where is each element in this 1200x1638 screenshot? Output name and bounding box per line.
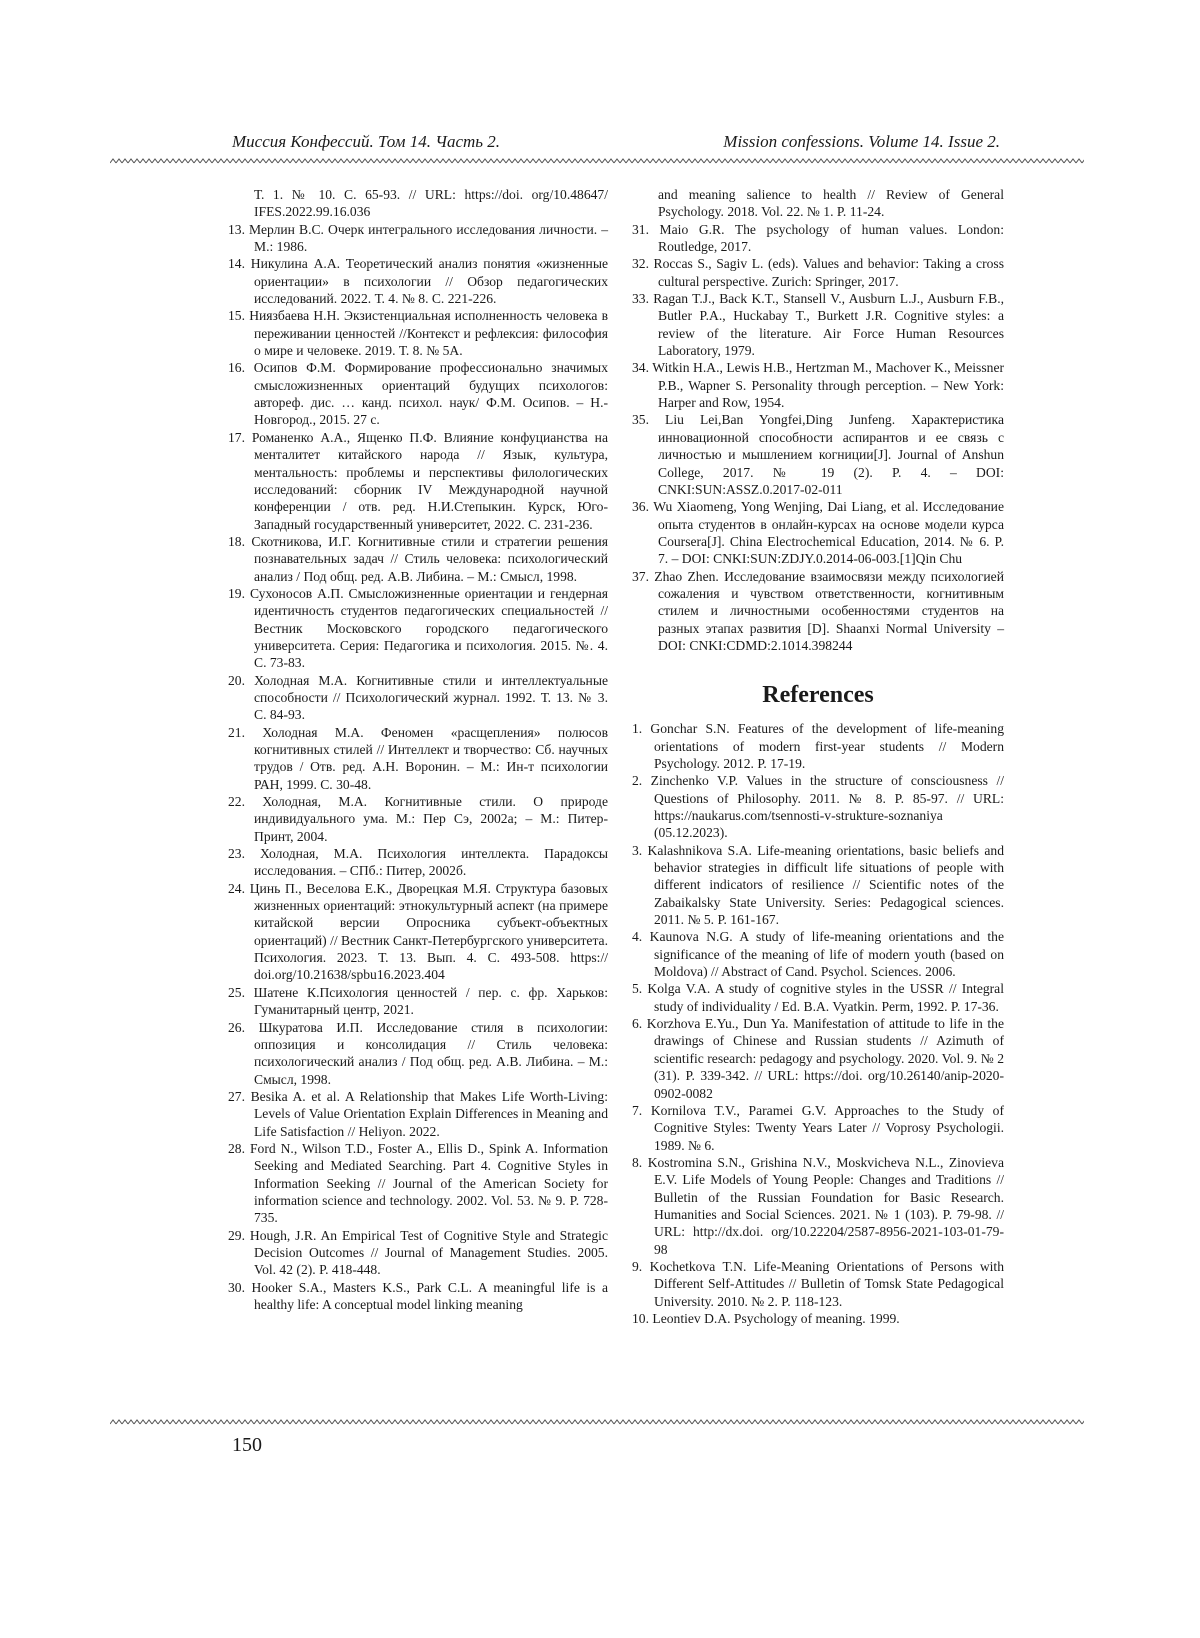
left-continuation-text: Т. 1. № 10. С. 65-93. // URL: https://doi. org/10.48647/ IFES.2022.99.16.036 (254, 187, 608, 220)
reference-item-25: 25. Шатене К.Психология ценностей / пер. с. фр. Харьков: Гуманитарный центр, 2021. (228, 984, 608, 1018)
right-continuation-text: and meaning salience to health // Review of General Psychology. 2018. Vol. 22. № 1. P. 11-24. (658, 187, 1004, 220)
reference-item-33: 33. Ragan T.J., Back K.T., Stansell V., Ausburn L.J., Ausburn F.B., Butler P.A., Huckabay T., Burkett J.R. Cognitive styles: a review of the literature. Air Force Human Resources Laboratory, 1979. (632, 291, 1004, 359)
reference-item-18: 18. Скотникова, И.Г. Когнитивные стили и стратегии решения познавательных задач // Стиль человека: психологический анализ / Под общ. ред. А.В. Либина. – М.: Смысл, 1998. (228, 533, 608, 584)
english-reference-2: 2. Zinchenko V.P. Values in the structure of consciousness // Questions of Philosophy. 2011. № 8. P. 85-97. // URL: https://naukarus.com/tsennosti-v-strukture-soznaniya (05.12.2023). (632, 773, 1004, 841)
reference-item-36: 36. Wu Xiaomeng, Yong Wenjing, Dai Liang, et al. Исследование опыта студентов в онлайн-курсах на основе модели курса Coursera[J]. China Electrochemical Education, 2014. № 6. P. 7. – DOI: CNKI:SUN:ZDJY.0.2014-06-003.[1]Qin Chu (632, 499, 1004, 567)
english-reference-1: 1. Gonchar S.N. Features of the development of life-meaning orientations of modern first-year students // Modern Psychology. 2012. P. 17-19. (632, 721, 1004, 771)
english-reference-8: 8. Kostromina S.N., Grishina N.V., Moskvicheva N.L., Zinovieva E.V. Life Models of Young People: Changes and Traditions // Bulletin of the Russian Foundation for Basic Research. Humanities and Social Sciences. 2021. № 1 (103). P. 79-98. // URL: http://dx.doi. org/10.22204/2587-8956-2021-103-01-79-98 (632, 1154, 1004, 1257)
reference-item-19: 19. Сухоносов А.П. Смысложизненные ориентации и гендерная идентичность студентов педагогических специальностей //Вестник Московского городского педагогического университета. Серия: Педагогика и психология. 2015. №. 4. С. 73-83. (228, 585, 608, 671)
reference-item-35: 35. Liu Lei,Ban Yongfei,Ding Junfeng. Характеристика инновационной способности аспирантов и ее связь с личностью и мышлением когниции[J]. Journal of Anshun College, 2017. № 19 (2). P. 4. – DOI: CNKI:SUN:ASSZ.0.2017-02-011 (632, 412, 1004, 497)
reference-item-22: 22. Холодная, М.А. Когнитивные стили. О природе индивидуального ума. М.: Пер Сэ, 2002а; – М.: Питер-Принт, 2004. (228, 794, 608, 844)
reference-item-20: 20. Холодная М.А. Когнитивные стили и интеллектуальные способности // Психологический журнал. 1992. Т. 13. № 3. С. 84-93. (228, 672, 608, 723)
reference-item-26: 26. Шкуратова И.П. Исследование стиля в психологии: оппозиция и консолидация // Стиль человека: психологический анализ / Под общ. ред. А.В. Либина. – М.: Смысл, 1998. (228, 1019, 608, 1087)
references-heading: References (762, 682, 874, 709)
reference-item-37: 37. Zhao Zhen. Исследование взаимосвязи между психологией сожаления и чувством ответственности, когнитивным стилем и личностными особенностями студентов на разных этапах развития [D]. Shaanxi Normal University – DOI: CNKI:CDMD:2.1014.398244 (632, 568, 1004, 653)
running-header (232, 132, 1000, 156)
reference-item-31: 31. Maio G.R. The psychology of human values. London: Routledge, 2017. (632, 221, 1004, 255)
english-reference-4: 4. Kaunova N.G. A study of life-meaning orientations and the significance of the meaning of life of modern youth (based on Moldova) // Abstract of Cand. Psychol. Sciences. 2006. (632, 929, 1004, 980)
english-reference-10: 10. Leontiev D.A. Psychology of meaning. 1999. (632, 1310, 900, 1326)
reference-item-15: 15. Ниязбаева Н.Н. Экзистенциальная исполненность человека в переживании ценностей //Контекст и рефлексия: философия о мире и человеке. 2019. Т. 8. № 5А. (228, 308, 608, 359)
right-column (632, 186, 1004, 1327)
english-reference-5: 5. Kolga V.A. A study of cognitive styles in the USSR // Integral study of individuality / Ed. B.A. Vyatkin. Perm, 1992. P. 17-36. (632, 981, 1004, 1014)
reference-item-23: 23. Холодная, М.А. Психология интеллекта. Парадоксы исследования. – СПб.: Питер, 2002б. (228, 846, 608, 879)
reference-item-34: 34. Witkin H.A., Lewis H.B., Hertzman M., Machover K., Meissner P.B., Wapner S. Personality through perception. – New York: Harper and Row, 1954. (632, 360, 1004, 411)
reference-item-28: 28. Ford N., Wilson T.D., Foster A., Ellis D., Spink A. Information Seeking and Mediated Searching. Part 4. Cognitive Styles in Information Seeking // Journal of the American Society for information science and technology. 2002. Vol. 53. № 9. P. 728-735. (228, 1140, 608, 1226)
top-ornamental-rule (110, 157, 1084, 165)
reference-item-21: 21. Холодная М.А. Феномен «расщепления» полюсов когнитивных стилей // Интеллект и творчество: Сб. научных трудов / Отв. ред. А.Н. Воронин. – М.: Ин-т психологии РАН, 1999. С. 30-48. (228, 724, 608, 792)
reference-item-29: 29. Hough, J.R. An Empirical Test of Cognitive Style and Strategic Decision Outcomes // Journal of Management Studies. 2005. Vol. 42 (2). P. 418-448. (228, 1227, 608, 1278)
reference-item-17: 17. Романенко А.А., Ященко П.Ф. Влияние конфуцианства на менталитет китайского народа // Язык, культура, ментальность: проблемы и перспективы филологических исследований: сборник IV Международной научной конференции / отв. ред. Н.И.Степыкин. Курск, Юго-Западный государственный университет, 2022. С. 231-236. (228, 429, 608, 532)
reference-item-13: 13. Мерлин В.С. Очерк интегрального исследования личности. – М.: 1986. (228, 221, 608, 255)
english-reference-9: 9. Kochetkova T.N. Life-Meaning Orientations of Persons with Different Self-Attitudes // Bulletin of Tomsk State Pedagogical University. 2010. № 2. P. 118-123. (632, 1258, 1004, 1309)
english-reference-7: 7. Kornilova T.V., Paramei G.V. Approaches to the Study of Cognitive Styles: Twenty Years Later // Voprosy Psychologii. 1989. № 6. (632, 1102, 1004, 1153)
bottom-ornamental-rule (110, 1418, 1084, 1426)
english-reference-6: 6. Korzhova E.Yu., Dun Ya. Manifestation of attitude to life in the drawings of Chinese and Russian students // Azimuth of scientific research: pedagogy and psychology. 2020. Vol. 9. № 2 (31). P. 339-342. // URL: https://doi. org/10.26140/anip-2020-0902-0082 (632, 1016, 1004, 1101)
reference-item-32: 32. Roccas S., Sagiv L. (eds). Values and behavior: Taking a cross cultural perspective. Zurich: Springer, 2017. (632, 256, 1004, 289)
page-number: 150 (232, 1434, 262, 1456)
left-column (228, 186, 608, 1313)
reference-item-14: 14. Никулина А.А. Теоретический анализ понятия «жизненные ориентации» в психологии // Обзор педагогических исследований. 2022. Т. 4. № 8. С. 221-226. (228, 256, 608, 307)
english-reference-3: 3. Kalashnikova S.A. Life-meaning orientations, basic beliefs and behavior strategies in difficult life situations of people with different indicators of resilience // Scientific notes of the Zabaikalsky State University. Series: Pedagogical sciences. 2011. № 5. P. 161-167. (632, 842, 1004, 928)
header-left-title: Миссия Конфессий. Том 14. Часть 2. (232, 132, 501, 151)
reference-item-16: 16. Осипов Ф.М. Формирование профессионально значимых смысложизненных ориентаций будущих психологов: автореф. дис. … канд. психол. наук/ Ф.М. Осипов. – Н.-Новгород., 2015. 27 с. (228, 360, 608, 428)
reference-item-30: 30. Hooker S.A., Masters K.S., Park C.L. A meaningful life is a healthy life: A conceptual model linking meaning (228, 1279, 608, 1312)
reference-item-24: 24. Цинь П., Веселова Е.К., Дворецкая М.Я. Структура базовых жизненных ориентаций: этнокультурный аспект (на примере китайской версии Опросника субъект-объектных ориентаций) // Вестник Санкт-Петербургского университета. Психология. 2023. Т. 13. Вып. 4. С. 493-508. https:// doi.org/10.21638/spbu16.2023.404 (228, 880, 608, 983)
header-right-title: Mission confessions. Volume 14. Issue 2. (723, 132, 1000, 151)
reference-item-27: 27. Besika A. et al. A Relationship that Makes Life Worth-Living: Levels of Value Orientation Explain Differences in Meaning and Life Satisfaction // Heliyon. 2022. (228, 1088, 608, 1139)
